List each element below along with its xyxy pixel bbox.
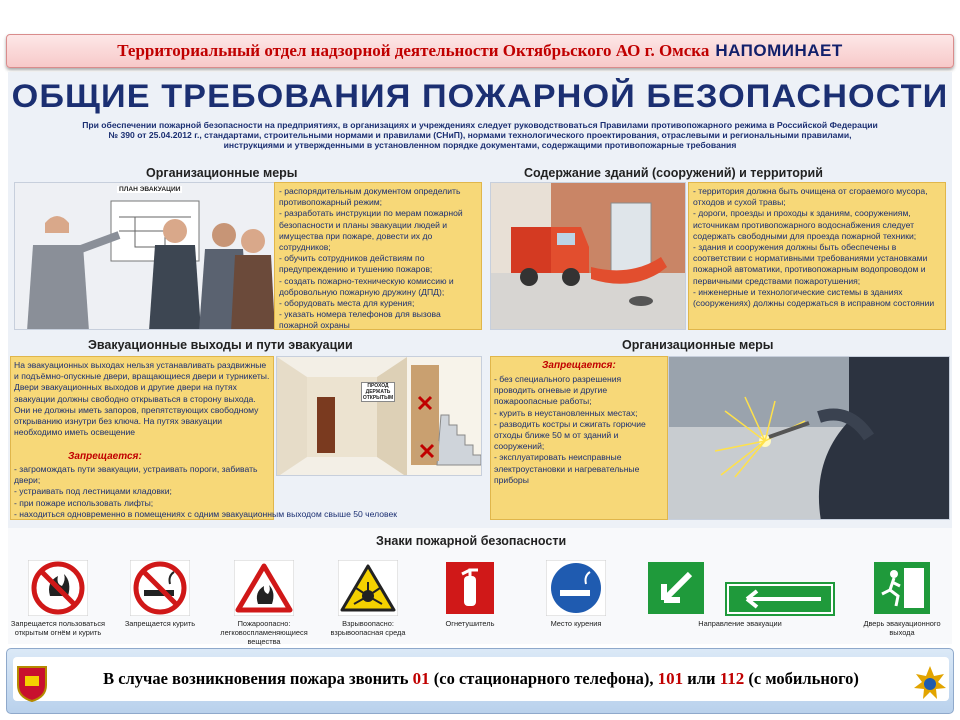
meeting-illustration [14, 182, 276, 330]
sign-exit-door [852, 560, 952, 637]
corridor-stairs-icon [277, 357, 482, 476]
emergency-call-text [13, 657, 949, 701]
list-item: - находиться одновременно в помещениях с одним эвакуационным выходом свыше 50 человек [14, 509, 484, 520]
emergency-call-bar [6, 648, 954, 714]
list-item: - указать номера телефонов для вызова пожарной охраны [279, 309, 479, 331]
fire-truck-icon [491, 183, 686, 330]
poster-title: ОБЩИЕ ТРЕБОВАНИЯ ПОЖАРНОЙ БЕЗОПАСНОСТИ [11, 78, 949, 114]
city-emblem-icon [15, 664, 49, 702]
exit-arrow-left-icon [725, 582, 835, 616]
sign-caption: Место курения [550, 619, 602, 628]
fire-safety-poster [8, 72, 952, 644]
buildings-title: Содержание зданий (сооружений) и территорий [524, 166, 823, 180]
list-item: - загромождать пути эвакуации, устраивать пороги, забивать двери; [14, 464, 269, 486]
list-item: - территория должна быть очищена от сгораемого мусора, отходов и сухой травы; [693, 186, 943, 208]
number-112: 112 [719, 669, 745, 688]
reminds-label: НАПОМИНАЕТ [715, 41, 843, 60]
sign-caption: Взрывоопасно: взрывоопасная среда [330, 619, 406, 637]
sign-caption: Огнетушитель [445, 619, 495, 628]
list-item: - распорядительным документом определить противопожарный режим; [279, 186, 479, 208]
no-smoking-sign-icon [130, 560, 190, 616]
no-fire-sign-icon [28, 560, 88, 616]
poster-intro: При обеспечении пожарной безопасности на предприятиях, в организациях и учреждениях следует руководствоваться Правилами противопожарного режима в Российской Федерации № 390 от 25.04.2012 г., стандартами, строительными нормами и правилами (СНиП), нормами технологического проектирования, отраслевыми и региональными правилами, инструкциями и утвержденными в установленном порядке документами, содержащими противопожарные требования [82, 120, 878, 150]
welding-sparks-icon [669, 357, 950, 520]
list-item: - оборудовать места для курения; [279, 298, 479, 309]
list-item: - курить в неустановленных местах; [494, 408, 664, 419]
org-measures-title: Организационные меры [146, 166, 298, 180]
sign-no-open-fire [8, 560, 108, 637]
top-banner [6, 34, 954, 68]
org2-forbidden-label: Запрещается: [542, 360, 616, 371]
buildings-list [693, 186, 943, 309]
sign-caption: Запрещается пользоваться открытым огнём и курить [10, 619, 106, 637]
extinguisher-sign-icon [440, 560, 500, 616]
number-01: 01 [412, 669, 430, 688]
list-item: - дороги, проезды и проходы к зданиям, сооружениям, источникам противопожарного водоснабжения следует содержать свободными для проезда пожарной техники; [693, 208, 943, 242]
evacuation-paragraph: На эвакуационных выходах нельзя устанавливать раздвижные и подъёмно-опускные двери, вращающиеся двери и турникеты. Двери эвакуационных выходов и другие двери на путях эвакуации должны свободно открываться в сторону выхода. Они не должны иметь запоров, препятствующих свободному открыванию изнутри без ключа. На путях эвакуации необходимо иметь освещение [14, 360, 270, 438]
call-text-d: (с мобильного) [744, 669, 859, 688]
evacuation-forbidden-label: Запрещается: [68, 451, 142, 462]
emergency-ministry-emblem-icon [913, 664, 947, 702]
list-item: - эксплуатировать неисправные электроустановки и нагревательные приборы [494, 452, 664, 486]
sign-caption: Дверь эвакуационного выхода [863, 619, 941, 637]
org-measures-2-title: Организационные меры [622, 338, 774, 352]
list-item: - создать пожарно-техническую комиссию и добровольную пожарную дружину (ДПД); [279, 276, 479, 298]
meeting-scene-icon [15, 183, 276, 330]
list-item: - при пожаре использовать лифты; [14, 498, 484, 509]
call-text-a: В случае возникновения пожара звонить [103, 669, 413, 688]
corridor-illustration [276, 356, 482, 476]
list-item: - обучить сотрудников действиям по предупреждению и тушению пожаров; [279, 253, 479, 275]
exit-door-sign-icon [872, 560, 932, 616]
sign-extinguisher [420, 560, 520, 628]
sign-evacuation-direction [640, 560, 840, 628]
list-item: - инженерные и технологические системы в зданиях (сооружениях) должны содержаться в исправном состоянии [693, 287, 943, 309]
evacuation-title: Эвакуационные выходы и пути эвакуации [88, 338, 353, 352]
call-text-b: (со стационарного телефона), [429, 669, 658, 688]
number-101: 101 [657, 669, 684, 688]
signs-title: Знаки пожарной безопасности [376, 534, 567, 548]
keep-open-sign: ПРОХОД ДЕРЖАТЬ ОТКРЫТЫМ [362, 383, 394, 401]
explosive-sign-icon [338, 560, 398, 616]
exit-arrow-diagonal-icon [646, 560, 706, 616]
sign-caption: Запрещается курить [124, 619, 196, 628]
org-measures-list [279, 186, 479, 332]
list-item: - разводить костры и сжигать горючие отходы ближе 50 м от зданий и сооружений; [494, 419, 664, 453]
flammable-sign-icon [234, 560, 294, 616]
sign-caption: Пожароопасно: легковоспламеняющиеся вещества [220, 619, 308, 646]
smoking-area-sign-icon [546, 560, 606, 616]
list-item: - без специального разрешения проводить огневые и другие пожароопасные работы; [494, 374, 664, 408]
fire-truck-illustration [490, 182, 686, 330]
evacuation-plan-label: ПЛАН ЭВАКУАЦИИ [119, 186, 181, 193]
sign-no-smoking [110, 560, 210, 628]
list-item: - устраивать под лестницами кладовки; [14, 486, 484, 497]
org-measures-2-list [494, 374, 664, 486]
welding-illustration [668, 356, 950, 520]
sign-explosive [318, 560, 418, 637]
org-name: Территориальный отдел надзорной деятельности Октябрьского АО г. Омска [117, 41, 710, 60]
sign-caption: Направление эвакуации [698, 619, 782, 628]
call-text-c: или [683, 669, 720, 688]
list-item: - здания и сооружения должны быть обеспечены в соответствии с нормативными требованиями установками пожарной автоматики, противопожарным водопроводом и первичными средствами пожаротушения; [693, 242, 943, 287]
sign-smoking-area [526, 560, 626, 628]
sign-flammable [214, 560, 314, 646]
list-item: - разработать инструкции по мерам пожарной безопасности и планы эвакуации людей и имущества при пожаре, довести их до сотрудников; [279, 208, 479, 253]
